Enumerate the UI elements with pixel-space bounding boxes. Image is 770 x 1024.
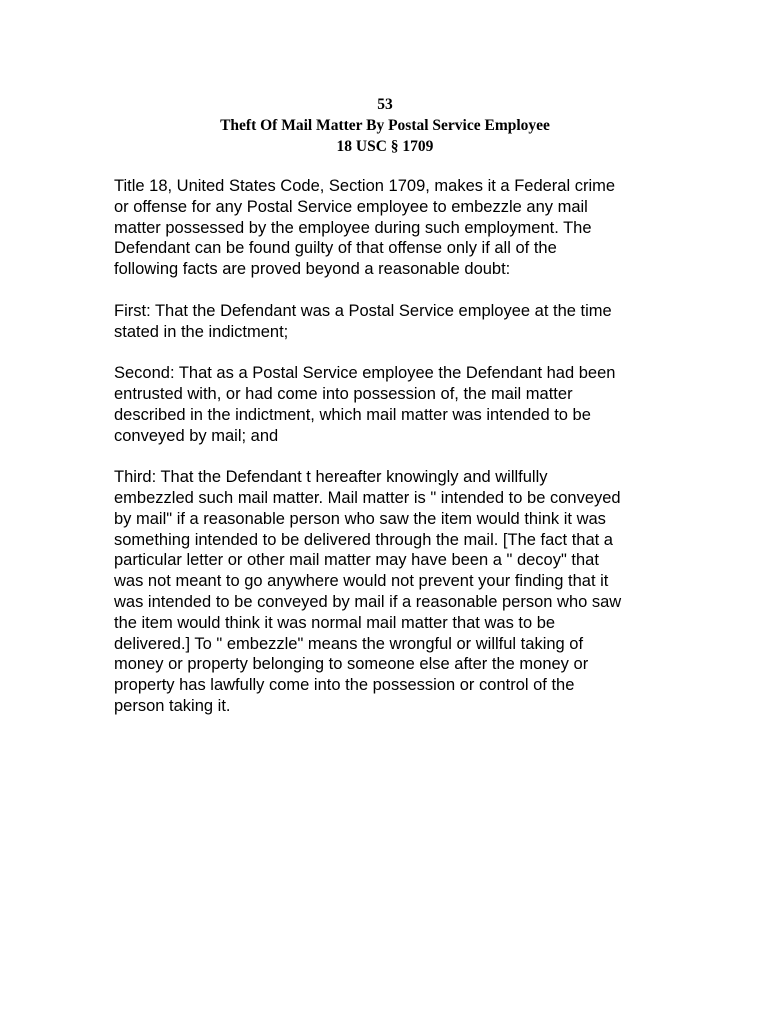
text-line: delivered.] To " embezzle" means the wrongful or willful taking of [114, 634, 584, 653]
text-line: was not meant to go anywhere would not prevent your finding that it [114, 572, 609, 591]
paragraph-first-element [114, 301, 674, 343]
text-line: conveyed by mail; and [114, 426, 279, 445]
instruction-body [114, 176, 674, 738]
instruction-header [0, 94, 770, 157]
text-line: money or property belonging to someone else after the money or [114, 655, 589, 674]
text-line: the item would think it was normal mail matter that was to be [114, 613, 556, 632]
text-line: or offense for any Postal Service employee to embezzle any mail [114, 197, 588, 216]
text-line: Title 18, United States Code, Section 1709, makes it a Federal crime [114, 177, 616, 195]
text-line: by mail" if a reasonable person who saw the item would think it was [114, 509, 606, 528]
text-line: something intended to be delivered through the mail. [The fact that a [114, 530, 613, 549]
text-line: Second: That as a Postal Service employee the Defendant had been [114, 364, 616, 383]
text-line: was intended to be conveyed by mail if a reasonable person who saw [114, 592, 622, 611]
instruction-number: 53 [377, 96, 393, 113]
text-line: entrusted with, or had come into possession of, the mail matter [114, 384, 573, 403]
text-line: person taking it. [114, 696, 231, 715]
instruction-title: Theft Of Mail Matter By Postal Service Employee [220, 117, 550, 134]
text-line: Defendant can be found guilty of that offense only if all of the [114, 239, 557, 258]
paragraph-second-element [114, 363, 674, 446]
text-line: matter possessed by the employee during such employment. The [114, 218, 592, 237]
text-line: Third: That the Defendant t hereafter knowingly and willfully [114, 468, 548, 487]
paragraph-intro [114, 176, 674, 280]
paragraph-third-element [114, 467, 674, 717]
statute-citation: 18 USC § 1709 [336, 138, 434, 155]
text-line: property has lawfully come into the possession or control of the [114, 676, 575, 695]
text-line: First: That the Defendant was a Postal Service employee at the time [114, 301, 612, 320]
text-line: particular letter or other mail matter may have been a " decoy" that [114, 551, 599, 570]
text-line: embezzled such mail matter. Mail matter is " intended to be conveyed [114, 488, 621, 507]
text-line: stated in the indictment; [114, 322, 289, 341]
text-line: described in the indictment, which mail matter was intended to be [114, 405, 591, 424]
text-line: following facts are proved beyond a reasonable doubt: [114, 260, 511, 279]
